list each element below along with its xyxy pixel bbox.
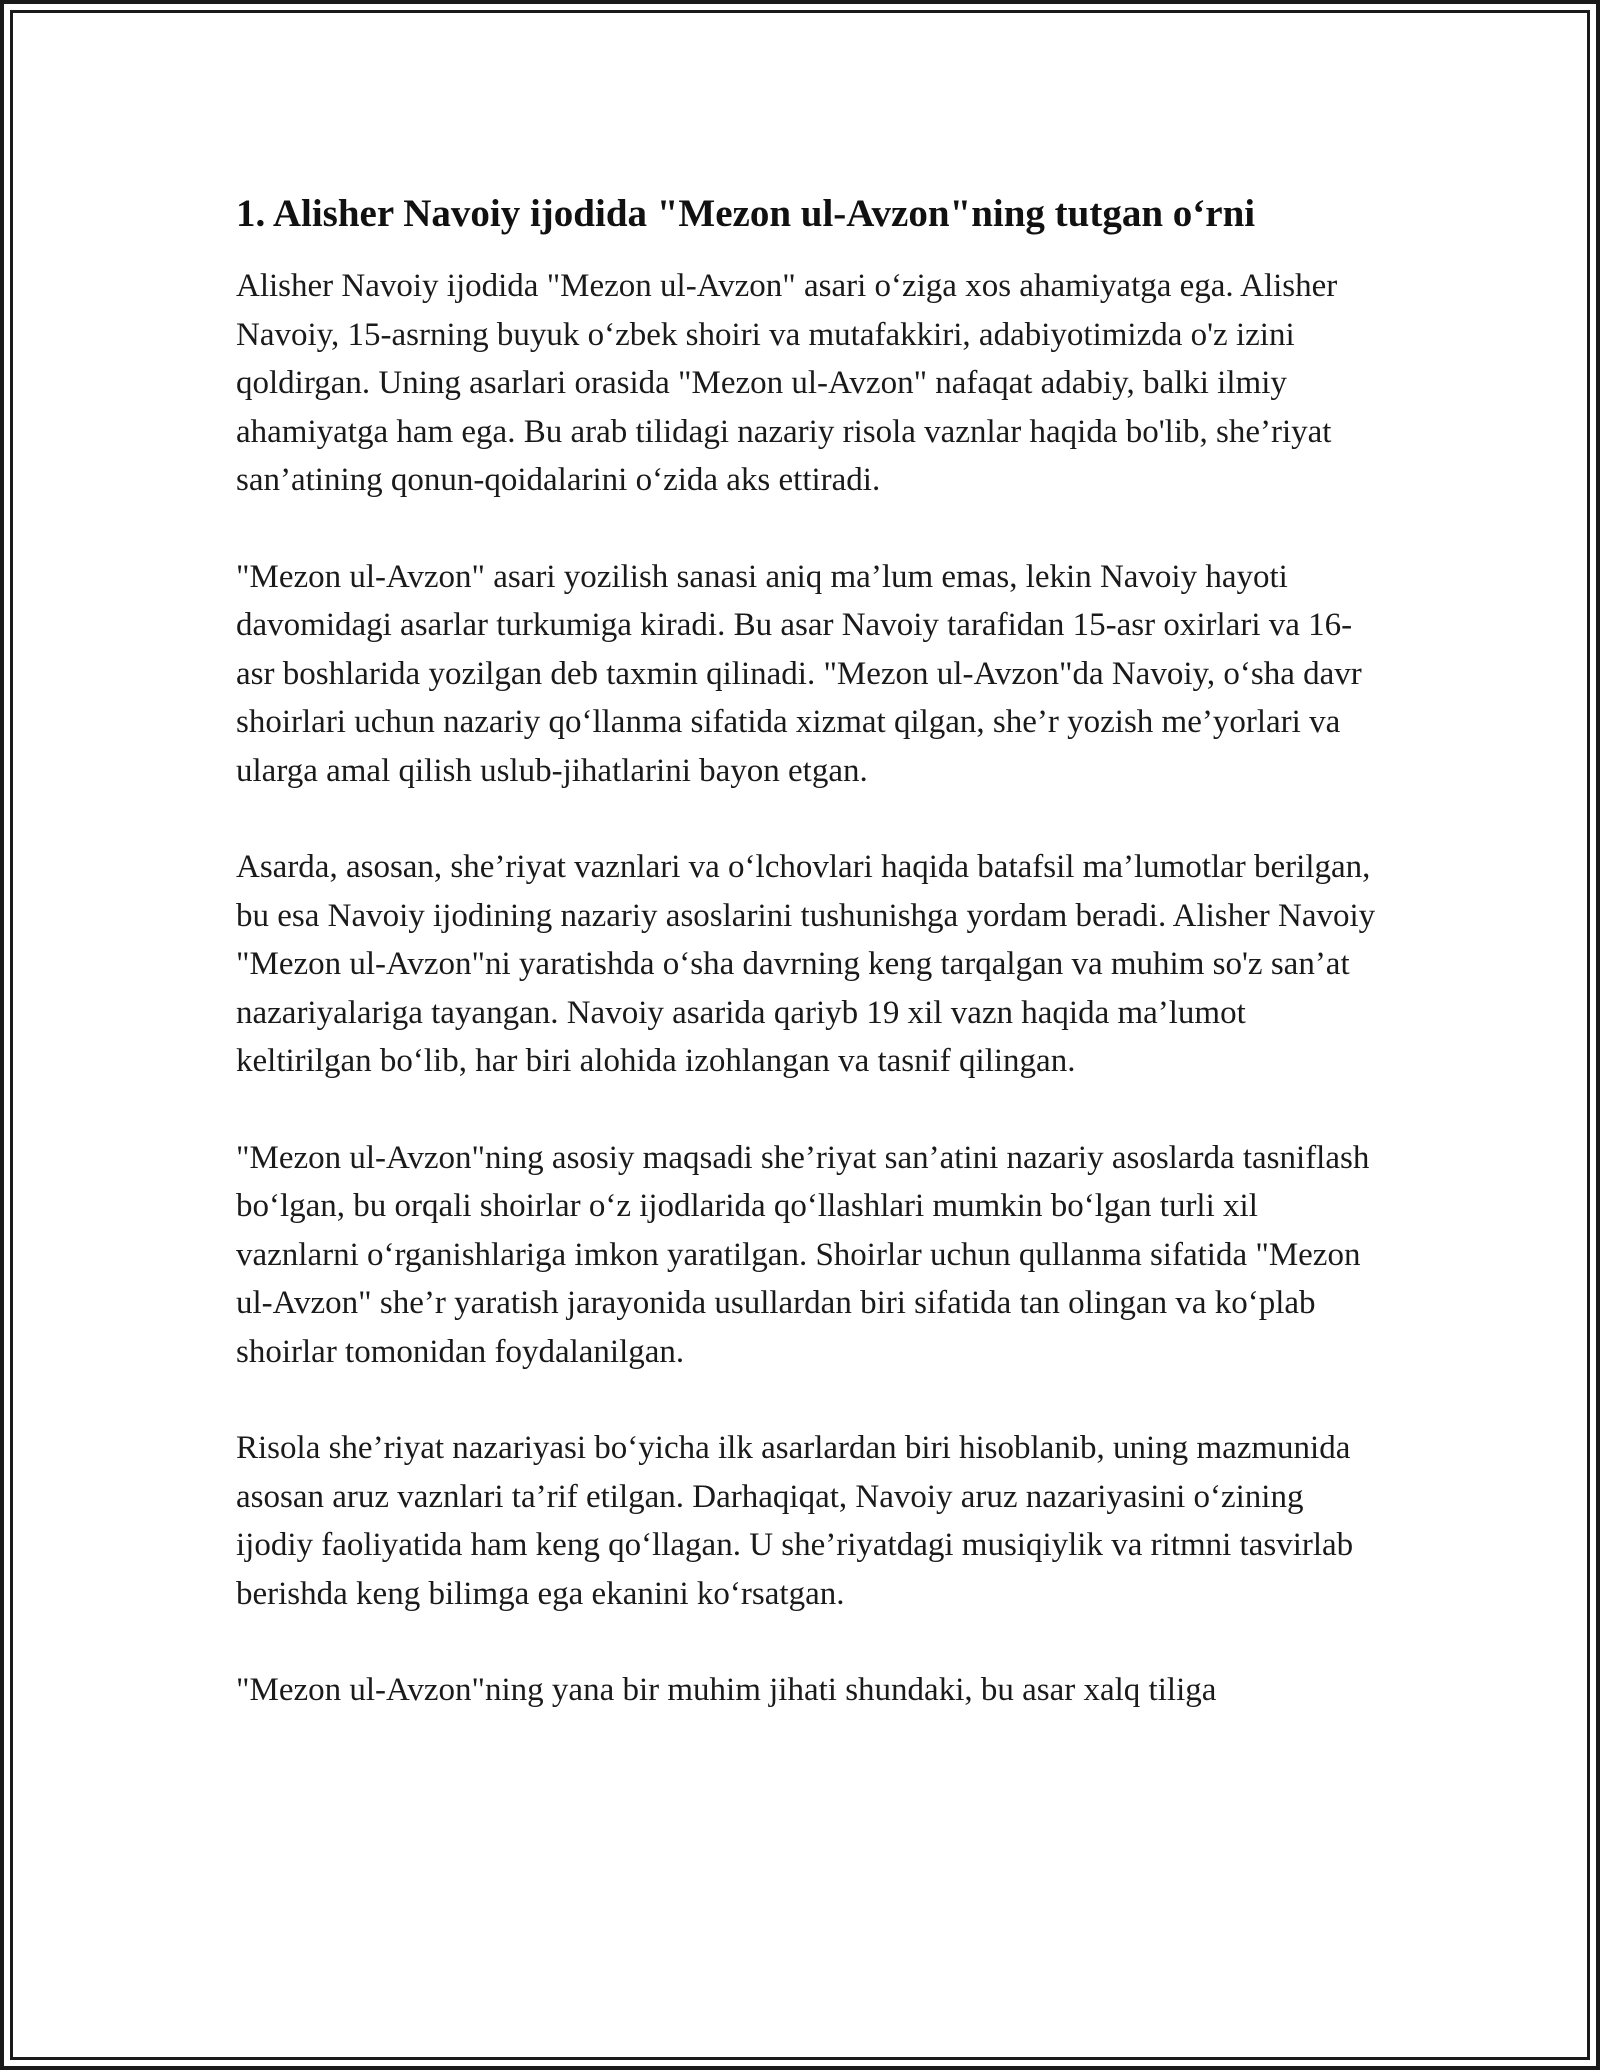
paragraph-5: Risola she’riyat nazariyasi bo‘yicha ilk asarlardan biri hisoblanib, uning mazmunida asosan aruz vaznlari ta’rif etilgan. Darhaqiqat, Navoiy aruz nazariyasini o‘zining ijodiy faoliyatida ham keng qo‘llagan. U she’riyatdagi musiqiylik va ritmni tasvirlab berishda keng bilimga ega ekanini ko‘rsatgan. (236, 1430, 1354, 1612)
paragraph-2: "Mezon ul-Avzon" asari yozilish sanasi aniq ma’lum emas, lekin Navoiy hayoti davomidagi asarlar turkumiga kiradi. Bu asar Navoiy tarafidan 15-asr oxirlari va 16-asr boshlarida yozilgan deb taxmin qilinadi. "Mezon ul-Avzon"da Navoiy, o‘sha davr shoirlari uchun nazariy qo‘llanma sifatida xizmat qilgan, she’r yozish me’yorlari va ularga amal qilish uslub-jihatlarini bayon etgan. (236, 558, 1362, 789)
paragraph-4: "Mezon ul-Avzon"ning asosiy maqsadi she’riyat san’atini nazariy asoslarda tasniflash bo‘lgan, bu orqali shoirlar o‘z ijodlarida qo‘llashlari mumkin bo‘lgan turli xil vaznlarni o‘rganishlariga imkon yaratilgan. Shoirlar uchun qullanma sifatida "Mezon ul-Avzon" she’r yaratish jarayonida usullardan biri sifatida tan olingan va ko‘plab shoirlar tomonidan foydalanilgan. (236, 1139, 1370, 1370)
section-heading: 1. Alisher Navoiy ijodida "Mezon ul-Avzon"ning tutgan o‘rni (236, 192, 1256, 235)
document-body (236, 186, 1376, 1763)
paragraph-3: Asarda, asosan, she’riyat vaznlari va o‘lchovlari haqida batafsil ma’lumotlar berilgan, bu esa Navoiy ijodining nazariy asoslarini tushunishga yordam beradi. Alisher Navoiy "Mezon ul-Avzon"ni yaratishda o‘sha davrning keng tarqalgan va muhim so'z san’at nazariyalariga tayangan. Navoiy asarida qariyb 19 xil vazn haqida ma’lumot keltirilgan bo‘lib, har biri alohida izohlangan va tasnif qilingan. (236, 849, 1376, 1079)
paragraph-6: "Mezon ul-Avzon"ning yana bir muhim jihati shundaki, bu asar xalq tiliga (236, 1672, 1217, 1708)
paragraph-1: Alisher Navoiy ijodida "Mezon ul-Avzon" asari o‘ziga xos ahamiyatga ega. Alisher Navoiy, 15-asrning buyuk o‘zbek shoiri va mutafakkiri, adabiyotimizda o'z izini qoldirgan. Uning asarlari orasida "Mezon ul-Avzon" nafaqat adabiy, balki ilmiy ahamiyatga ham ega. Bu arab tilidagi nazariy risola vaznlar haqida bo'lib, she’riyat san’atining qonun-qoidalarini o‘zida aks ettiradi. (236, 268, 1338, 498)
